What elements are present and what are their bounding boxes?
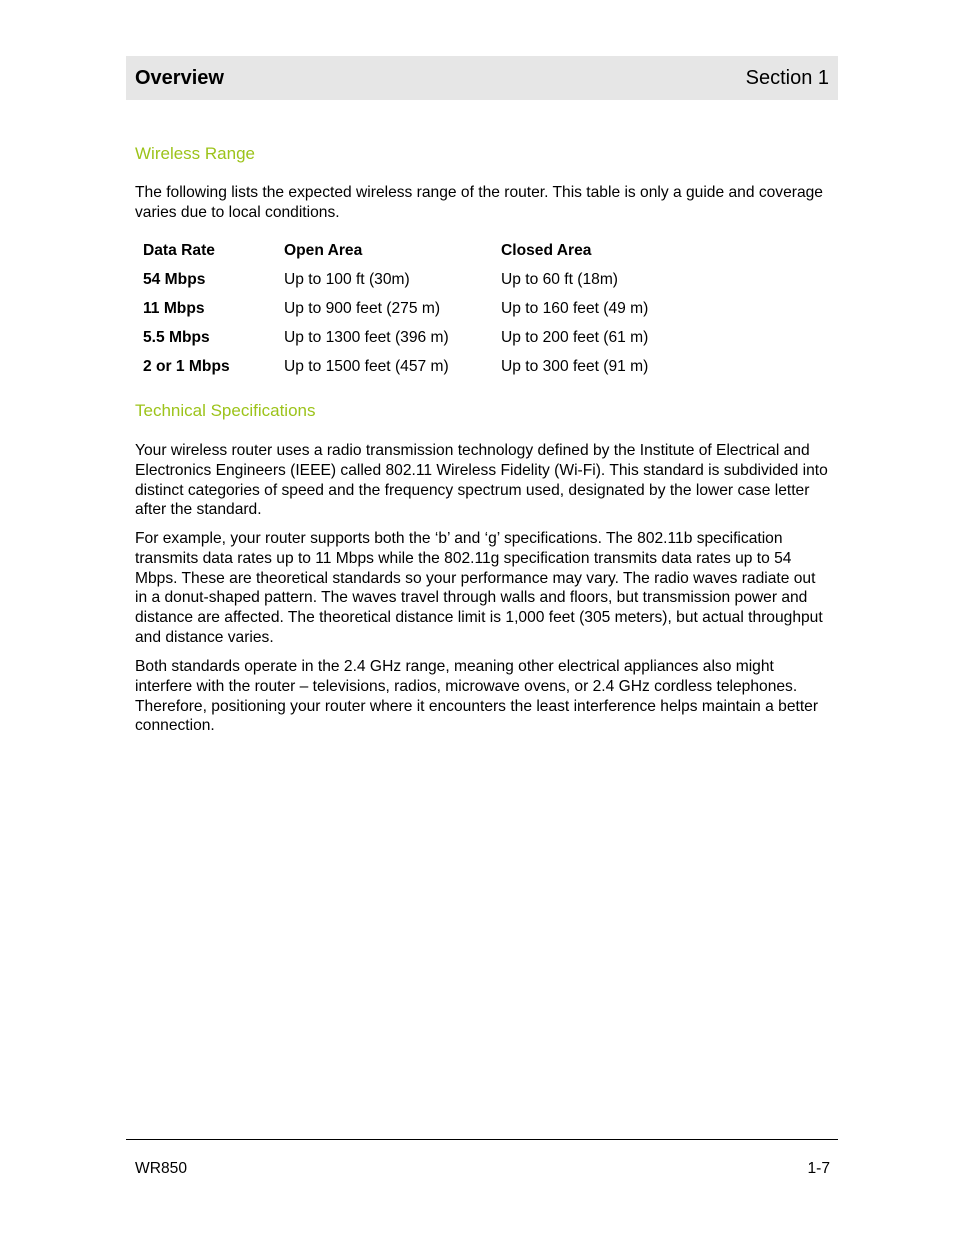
open-area-cell: Up to 900 feet (275 m)	[284, 299, 441, 317]
column-header-closed-area: Closed Area	[501, 241, 592, 259]
open-area-cell: Up to 1300 feet (396 m)	[284, 328, 449, 346]
wireless-range-table	[135, 236, 701, 381]
table-row	[135, 265, 701, 294]
table-row	[135, 323, 701, 352]
table-row	[135, 352, 701, 381]
table-row	[135, 294, 701, 323]
footer-model-name: WR850	[135, 1160, 187, 1177]
column-header-open-area: Open Area	[284, 241, 363, 259]
data-rate-cell: 11 Mbps	[143, 299, 205, 317]
closed-area-cell: Up to 160 feet (49 m)	[501, 299, 649, 317]
footer-divider	[126, 1139, 838, 1140]
data-rate-cell: 54 Mbps	[143, 270, 206, 288]
page-header-bar	[126, 56, 838, 100]
tech-spec-paragraph-1: Your wireless router uses a radio transmission technology defined by the Institute of Electrical and Electronics Engineers (IEEE) called 802.11 Wireless Fidelity (Wi-Fi). This standard is subdivided into distinct categories of speed and the frequency spectrum used, designated by the lower case letter after the standard.	[135, 442, 828, 519]
table-header-row	[135, 236, 701, 265]
data-rate-cell: 5.5 Mbps	[143, 328, 210, 346]
column-header-data-rate: Data Rate	[143, 241, 215, 259]
tech-spec-paragraph-3: Both standards operate in the 2.4 GHz range, meaning other electrical appliances also might interfere with the router – televisions, radios, microwave ovens, or 2.4 GHz cordless telephones. Therefore, positioning your router where it encounters the least interference helps maintain a better connection.	[135, 658, 819, 735]
chapter-title: Overview	[135, 66, 224, 89]
wireless-range-intro: The following lists the expected wireless range of the router. This table is only a guide and coverage varies due to local conditions.	[135, 184, 823, 221]
open-area-cell: Up to 1500 feet (457 m)	[284, 357, 449, 375]
closed-area-cell: Up to 200 feet (61 m)	[501, 328, 649, 346]
tech-spec-paragraph-2: For example, your router supports both the ‘b’ and ‘g’ specifications. The 802.11b specification transmits data rates up to 11 Mbps while the 802.11g specification transmits data rates up to 54 Mbps. These are theoretical standards so your performance may vary. The radio waves radiate out in a donut-shaped pattern. The waves travel through walls and floors, but transmission power and distance are affected. The theoretical distance limit is 1,000 feet (305 meters), but actual throughput and distance varies.	[135, 530, 823, 646]
closed-area-cell: Up to 60 ft (18m)	[501, 270, 618, 288]
technical-specifications-heading: Technical Specifications	[135, 401, 316, 420]
data-rate-cell: 2 or 1 Mbps	[143, 357, 230, 375]
section-label: Section 1	[745, 66, 829, 89]
closed-area-cell: Up to 300 feet (91 m)	[501, 357, 649, 375]
wireless-range-heading: Wireless Range	[135, 144, 255, 163]
open-area-cell: Up to 100 ft (30m)	[284, 270, 410, 288]
footer-page-number: 1-7	[807, 1160, 830, 1177]
